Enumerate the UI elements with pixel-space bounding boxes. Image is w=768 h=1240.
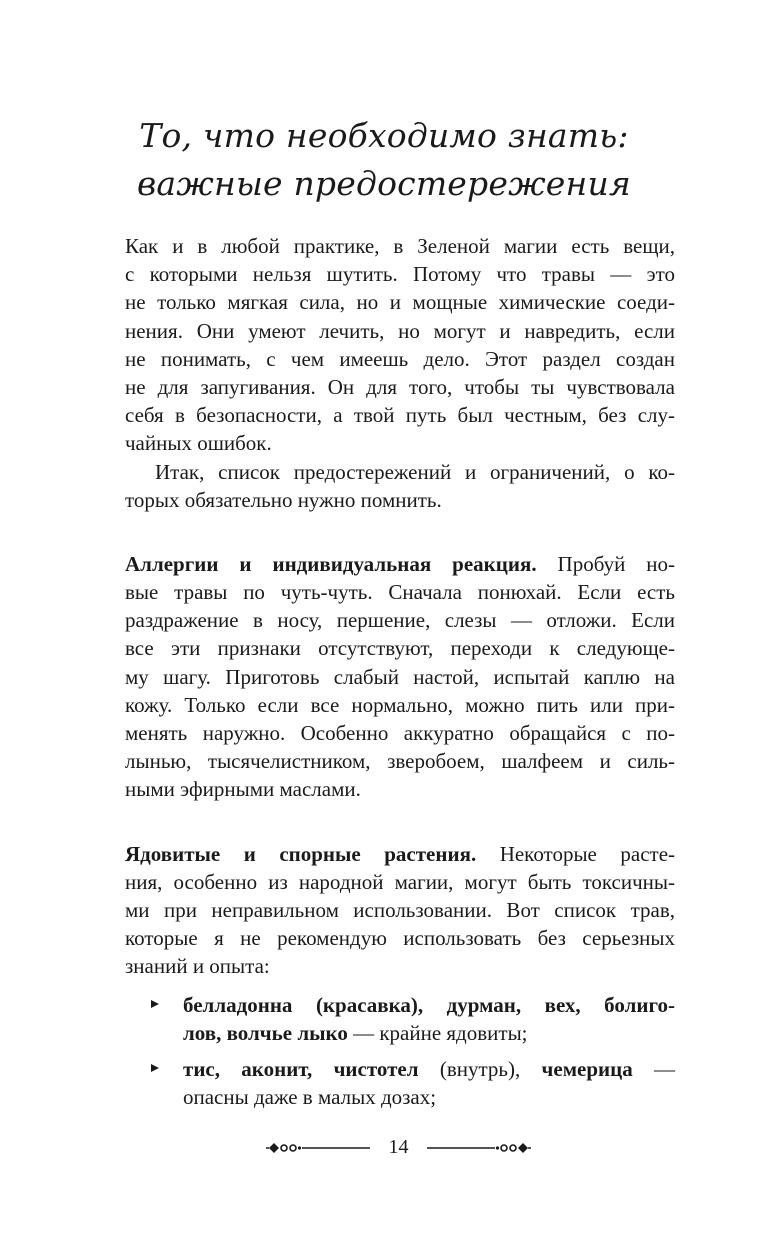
- triangle-bullet-icon: [151, 1000, 159, 1008]
- item-text: опасны даже в малых дозах;: [183, 1085, 437, 1110]
- body-text: [125, 232, 675, 1119]
- text-line: [125, 840, 675, 868]
- page-footer: [266, 1133, 531, 1163]
- text-line: с которыми нельзя шутить. Потому что травы — это: [125, 262, 675, 287]
- title-line-1: То, что необходимо знать:: [139, 116, 629, 155]
- item-text: (внутрь),: [418, 1056, 542, 1081]
- text-line: ными эфирными маслами.: [125, 777, 361, 802]
- text-line: знаний и опыта:: [125, 954, 270, 979]
- allergy-first-line: Пробуй но-: [536, 551, 675, 576]
- section-title: [120, 112, 648, 208]
- poison-paragraph: [125, 840, 675, 981]
- text-line: лынью, тысячелистником, зверобоем, шалфеем и силь-: [125, 749, 675, 774]
- triangle-bullet-icon: [151, 1064, 159, 1072]
- text-line: себя в безопасности, а твой путь был честным, без слу-: [125, 403, 675, 428]
- text-line: нения. Они умеют лечить, но могут и навредить, если: [125, 318, 675, 343]
- list-item: [125, 991, 675, 1047]
- text-line: не понимать, с чем имеешь дело. Этот раздел создан: [125, 346, 675, 371]
- text-line: не для запугивания. Он для того, чтобы ты чувствовала: [125, 374, 675, 399]
- text-line: Итак, список предостережений и ограничений, о ко-: [155, 459, 675, 484]
- text-line: не только мягкая сила, но и мощные химические соеди-: [125, 290, 675, 315]
- text-line: чайных ошибок.: [125, 431, 272, 456]
- item-bold-text: тис, аконит, чистотел: [183, 1056, 419, 1081]
- text-line: [125, 550, 675, 578]
- text-line: раздражение в носу, першение, слезы — отложи. Если: [125, 608, 675, 633]
- poison-plant-list: [125, 991, 675, 1112]
- text-line: Как и в любой практике, в Зеленой магии есть вещи,: [125, 234, 675, 258]
- text-line: кожу. Только если все нормально, можно пить или при-: [125, 692, 675, 717]
- text-line: вые травы по чуть-чуть. Сначала понюхай. Если есть: [125, 580, 675, 605]
- allergy-paragraph: [125, 550, 675, 804]
- title-line-2: важные предостережения: [137, 164, 631, 203]
- text-line: му шагу. Приготовь слабый настой, испытай каплю на: [125, 664, 675, 689]
- poison-first-line: Некоторые расте-: [476, 841, 676, 866]
- intro-paragraph: [125, 232, 675, 458]
- item-bold-text: лов, волчье лыко: [183, 1020, 348, 1045]
- page-number: 14: [388, 1136, 409, 1158]
- poison-heading: Ядовитые и спорные растения.: [125, 841, 477, 866]
- list-item: [125, 1055, 675, 1111]
- text-line: ния, особенно из народной магии, могут быть токсичны-: [125, 869, 675, 894]
- text-line: ми при неправильном использовании. Вот список трав,: [125, 897, 675, 922]
- item-text: —: [632, 1056, 675, 1081]
- item-bold-text: белладонна (красавка), дурман, вех, болиго-: [183, 992, 675, 1017]
- text-line: которые я не рекомендую использовать без серьезных: [125, 926, 675, 951]
- text-line: торых обязательно нужно помнить.: [125, 487, 442, 512]
- item-bold-text: чемерица: [541, 1056, 633, 1081]
- allergy-heading: Аллергии и индивидуальная реакция.: [125, 551, 537, 576]
- text-line: менять наружно. Особенно аккуратно обращайся с по-: [125, 721, 675, 745]
- list-intro-paragraph: [125, 458, 675, 514]
- text-line: все эти признаки отсутствуют, переходи к следующе-: [125, 636, 675, 661]
- item-text: — крайне ядовиты;: [347, 1020, 528, 1045]
